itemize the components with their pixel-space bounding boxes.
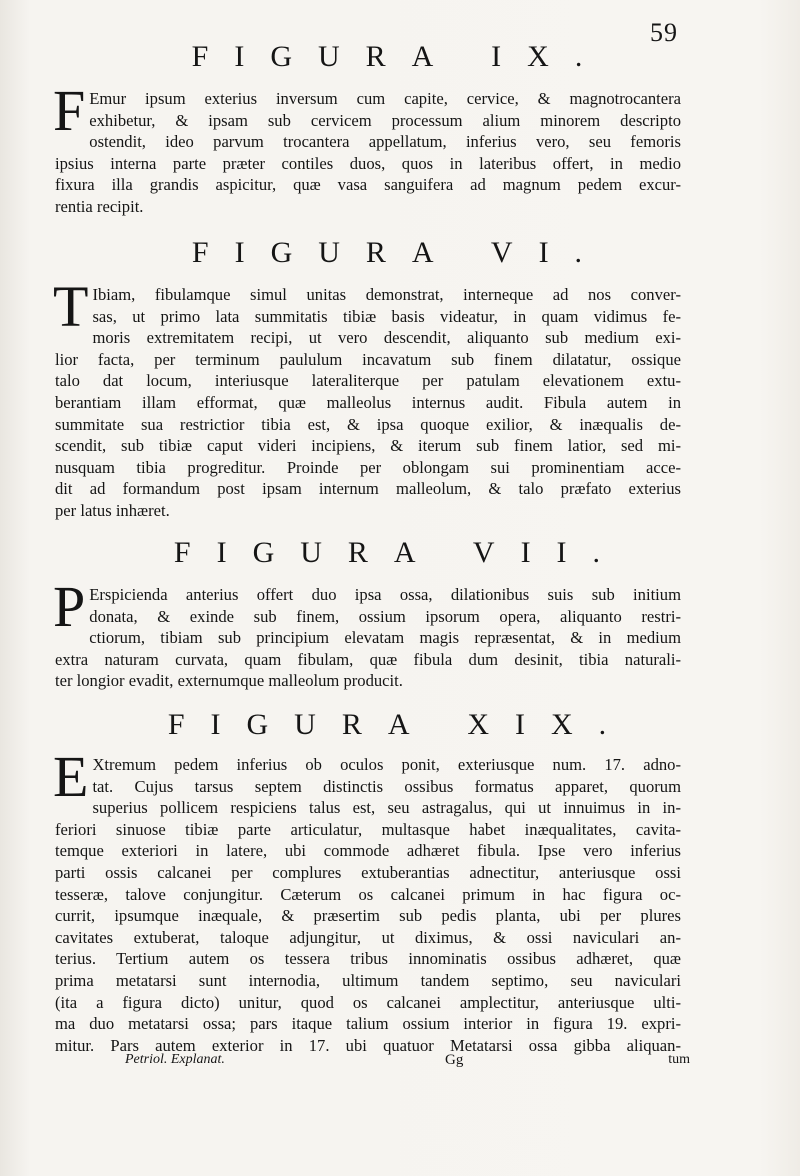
text-line: ostendit, ideo parvum trocantera appellatum, inferius vero, seu femoris bbox=[89, 132, 681, 152]
text-line: temque exteriori in latere, ubi commode adhæret fibula. Ipse vero inferius bbox=[55, 841, 681, 861]
text-line: moris extremitatem recipi, ut vero descendit, aliquanto sub medium exi- bbox=[92, 328, 681, 348]
text-line: scendit, sub tibiæ caput videri incipiens, & iterum sub finem latior, sed mi- bbox=[55, 436, 681, 456]
section-body-figura-xix bbox=[53, 744, 681, 1056]
text-line: lior facta, per terminum paululum incavatum sub finem dilatatur, ossique bbox=[55, 349, 681, 369]
drop-cap: E bbox=[53, 744, 89, 809]
catchword: tum bbox=[668, 1052, 690, 1067]
section-body-figura-vi bbox=[53, 274, 681, 522]
section-heading-figura-vi: FIGURA VI. bbox=[191, 236, 609, 269]
section-heading-figura-ix: FIGURA IX. bbox=[191, 40, 609, 73]
text-line: summitate sua restrictior tibia est, & ipsa quoque exilior, & inæqualis de- bbox=[55, 414, 681, 434]
drop-cap: P bbox=[53, 574, 86, 639]
section-body-figura-ix bbox=[53, 78, 681, 218]
drop-cap: F bbox=[53, 78, 86, 143]
text-line: sas, ut primo lata summitatis tibiæ basis videatur, in quam vidimus fe- bbox=[92, 306, 681, 326]
text-line: fixura illa grandis aspicitur, quæ vasa sanguifera ad magnum pedem excur- bbox=[55, 175, 681, 195]
text-line: donata, & exinde sub finem, ossium ipsorum opera, aliquanto restri- bbox=[89, 606, 681, 626]
text-line: mitur. Pars autem exterior in 17. ubi quatuor Metatarsi ossa gibba aliquan- bbox=[55, 1035, 681, 1055]
text-line: tesseræ, talove conjungitur. Cæterum os calcanei primum in hac figura oc- bbox=[55, 884, 681, 904]
text-line: parti ossis calcanei per complures extuberantias adnectitur, anteriusque ossi bbox=[55, 862, 681, 882]
text-line: talo dat locum, interiusque lateraliterque per patulam elevationem extu- bbox=[55, 371, 681, 391]
text-line: ter longior evadit, externumque malleolum producit. bbox=[55, 671, 403, 691]
page-number: 59 bbox=[650, 18, 678, 47]
text-line: Emur ipsum exterius inversum cum capite, cervice, & magnotrocantera bbox=[89, 89, 681, 108]
text-line: (ita a figura dicto) unitur, quod os calcanei amplectitur, anteriusque ulti- bbox=[55, 992, 681, 1012]
text-line: ctiorum, tibiam sub principium elevatam magis repræsentat, & in medium bbox=[89, 628, 681, 648]
text-line: per latus inhæret. bbox=[55, 500, 170, 520]
section-heading-figura-vii: FIGURA VII. bbox=[173, 536, 627, 569]
text-line: currit, ipsumque inæquale, & præsertim sub pedis planta, ubi per plures bbox=[55, 906, 681, 926]
text-line: tat. Cujus tarsus septem distinctis ossibus formatus apparet, quorum bbox=[92, 776, 681, 796]
text-line: rentia recipit. bbox=[55, 196, 144, 216]
text-line: Ibiam, fibulamque simul unitas demonstrat, interneque ad nos conver- bbox=[92, 285, 681, 304]
text-line: superius pollicem respiciens talus est, seu astragalus, qui ut innuimus in in- bbox=[92, 798, 681, 818]
section-body-figura-vii bbox=[53, 574, 681, 692]
text-line: feriori sinuose tibiæ parte articulatur, multasque habet inæqualitates, cavita- bbox=[55, 819, 681, 839]
text-line: prima metatarsi sunt internodia, ultimum tandem septimo, seu naviculari bbox=[55, 970, 681, 990]
drop-cap: T bbox=[53, 274, 89, 339]
text-line: terius. Tertium autem os tessera tribus innominatis ossibus adhæret, quæ bbox=[55, 949, 681, 969]
text-line: Erspicienda anterius offert duo ipsa ossa, dilationibus suis sub initium bbox=[89, 585, 681, 604]
text-line: exhibetur, & ipsam sub cervicem processum alium minorem descripto bbox=[89, 110, 681, 130]
text-line: berantiam illam efformat, quæ malleolus internus audit. Fibula autem in bbox=[55, 392, 681, 412]
text-line: nusquam tibia progreditur. Proinde per oblongam sui prominentiam acce- bbox=[55, 457, 681, 477]
running-signature: Petriol. Explanat. bbox=[125, 1052, 225, 1067]
text-line: dit ad formandum post ipsam internum malleolum, & talo præfato exterius bbox=[55, 479, 681, 499]
text-line: ma duo metatarsi ossa; pars itaque talium ossium interior in figura 19. expri- bbox=[55, 1014, 681, 1034]
text-line: Xtremum pedem inferius ob oculos ponit, exteriusque num. 17. adno- bbox=[92, 755, 681, 774]
text-line: ipsius interna parte præter contiles duos, quos in lateribus offert, in medio bbox=[55, 153, 681, 173]
text-line: cavitates extuberat, taloque adjungitur, ut diximus, & ossi naviculari an- bbox=[55, 927, 681, 947]
section-heading-figura-xix: FIGURA XIX. bbox=[167, 708, 633, 741]
text-line: extra naturam curvata, quam fibulam, quæ fibula dum desinit, tibia naturali- bbox=[55, 649, 681, 669]
signature-mark: Gg bbox=[445, 1052, 464, 1068]
